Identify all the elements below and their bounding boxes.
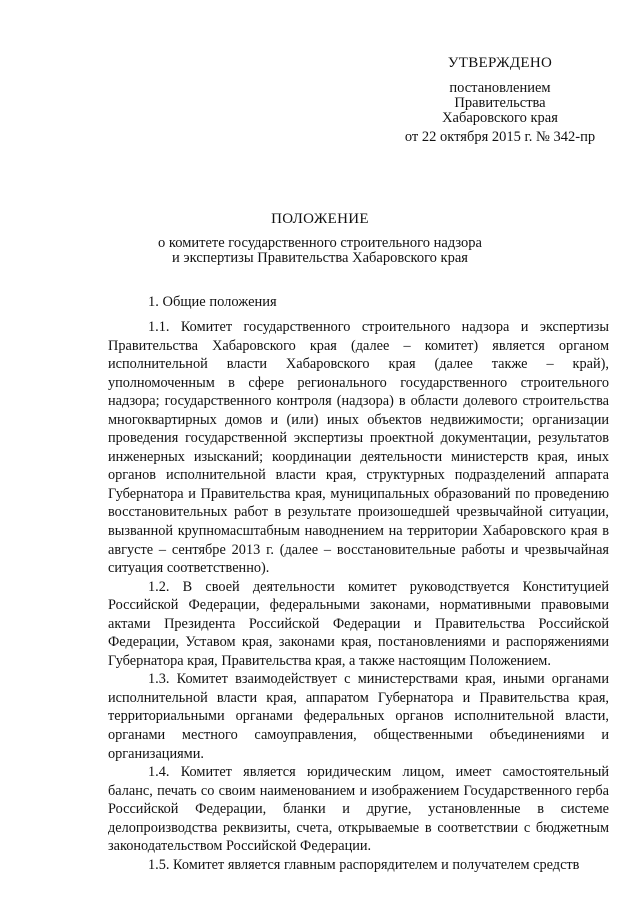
approval-line: Правительства bbox=[454, 95, 546, 111]
approval-date: от 22 октября 2015 г. № 342-пр bbox=[404, 129, 596, 145]
paragraph-1-4: 1.4. Комитет является юридическим лицом, имеет самостоятельный баланс, печать со своим наименованием и изображением Государственного герба Российской Федерации, бланки и другие, установленные в системе делопроизводства реквизиты, счета, открываемые в соответствии с бюджетным законодательством Российской Федерации. bbox=[108, 764, 609, 855]
document-title: ПОЛОЖЕНИЕ bbox=[271, 211, 369, 227]
paragraph-1-1: 1.1. Комитет государственного строительного надзора и экспертизы Правительства Хабаровского края (далее – комитет) является органом исполнительной власти Хабаровского края (далее также – край), уполномоченным в сфере регионального государственного строительного надзора; государственного контроля (надзора) в области долевого строительства многоквартирных домов и (или) иных объектов недвижимости; организации проведения государственной экспертизы проектной документации, результатов инженерных изысканий; координации деятельности министерств края, иных органов исполнительной власти края, структурных подразделений аппарата Губернатора и Правительства края, муниципальных образований по проведению восстановительных работ в результате произошедшей чрезвычайной ситуации, вызванной крупномасштабным наводнением на территории Хабаровского края в августе – сентябре 2013 г. (далее – восстановительные работы и чрезвычайная ситуация соответственно). bbox=[108, 319, 609, 577]
approval-block bbox=[380, 56, 620, 145]
document-subtitle bbox=[0, 236, 640, 266]
paragraph-1-2: 1.2. В своей деятельности комитет руководствуется Конституцией Российской Федерации, федеральными законами, нормативными правовыми актами Президента Российской Федерации и Правительства Российской Федерации, Уставом края, законами края, постановлениями и распоряжениями Губернатора края, Правительства края, а также настоящим Положением. bbox=[108, 578, 609, 669]
approval-line: Хабаровского края bbox=[442, 110, 558, 126]
approval-line: постановлением bbox=[449, 80, 551, 96]
document-body bbox=[108, 318, 609, 874]
approved-label: УТВЕРЖДЕНО bbox=[447, 55, 553, 71]
subtitle-line: и экспертизы Правительства Хабаровского края bbox=[172, 250, 468, 266]
subtitle-line: о комитете государственного строительного надзора bbox=[158, 235, 482, 251]
paragraph-1-3: 1.3. Комитет взаимодействует с министерствами края, иными органами исполнительной власти края, аппаратом Губернатора и Правительства края, территориальными органами федеральных органов исполнительной власти, органами местного самоуправления, общественными объединениями и организациями. bbox=[108, 671, 609, 762]
paragraph-1-5: 1.5. Комитет является главным распорядителем и получателем средств bbox=[148, 856, 580, 873]
section-heading: 1. Общие положения bbox=[148, 294, 277, 310]
